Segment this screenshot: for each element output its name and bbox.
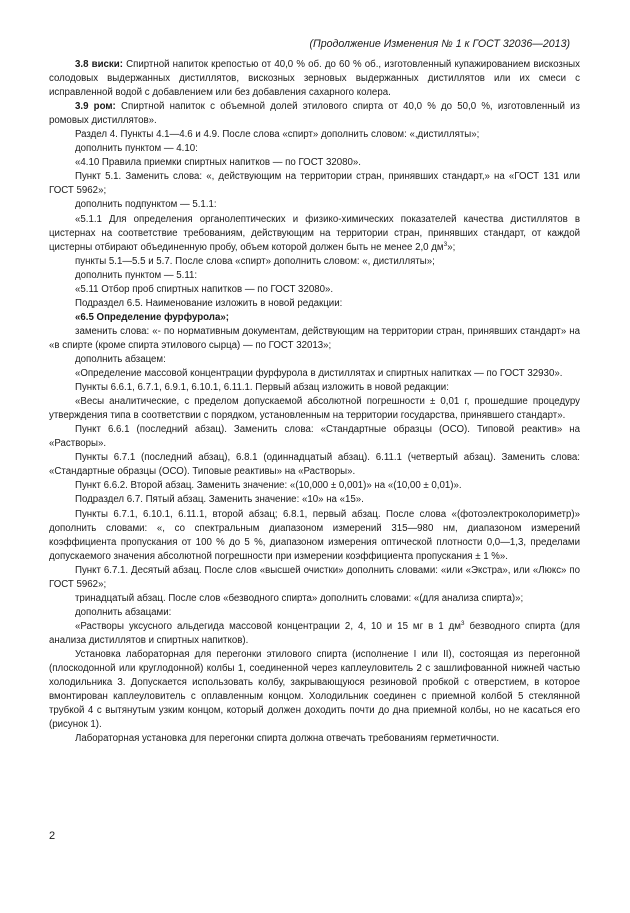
paragraph xyxy=(49,142,580,156)
paragraph-text: Пункты 6.7.1, 6.10.1, 6.11.1, второй абзац; 6.8.1, первый абзац. После слова «(фотоэлектроколориметр)» дополнить словами: «, со спектральным диапазоном измерений 315—980 нм, диапазоном измерений коэффициента пропускания от 100 % до 5 %, диапазоном измерения оптической плотности 0,0—1,3, пределами допускаемого значения абсолютной погрешности при измерении коэффициента пропускания ± 1 %». xyxy=(49,508,580,562)
superscript: 3 xyxy=(443,240,448,248)
paragraph-text: Установка лабораторная для перегонки этилового спирта (исполнение I или II), состоящая из перегонной (плоскодонной или круглодонной) колбы 1, соединенной через каплеуловитель 2 с зашлифованной нижней частью холодильника 3. Допускается использовать колбу, закрывающуюся резиновой пробкой с отверстием, в которое вмонтирован каплеуловитель с оплавленным концом. Холодильник соединен с приемной колбой 5 стеклянной трубкой 4 с вытянутым узким концом, который должен доходить почти до дна приемной колбы, но не касаться его (рисунок 1). xyxy=(49,648,580,731)
paragraph-text: «5.1.1 Для определения органолептических и физико-химических показателей качества дистиллятов в цистернах на соответствие требованиям, действующим на территории стран, принявших стандарт, от каждой цистерны отбирают объединенную пробу, объем которой должен быть не менее 2,0 дм xyxy=(49,213,580,253)
paragraph xyxy=(49,311,580,325)
paragraph xyxy=(49,620,580,648)
paragraph xyxy=(49,297,580,311)
paragraph xyxy=(49,395,580,423)
paragraph-text: дополнить абзацем: xyxy=(75,353,166,365)
paragraph xyxy=(49,283,580,297)
paragraph-text: Пункт 6.7.1. Десятый абзац. После слов «высшей очистки» дополнить словами: «или «Экстра», или «Люкс» по ГОСТ 5962»; xyxy=(49,564,580,590)
paragraph-text: заменить слова: «- по нормативным документам, действующим на территории стран, принявших стандарт» на «в спирте (кроме спирта этилового сырца) — по ГОСТ 32013»; xyxy=(49,325,580,351)
paragraph-text: Пункт 6.6.1 (последний абзац). Заменить слова: «Стандартные образцы (ОСО). Типовой реактив» на «Растворы». xyxy=(49,424,580,450)
paragraph-text: дополнить пунктом — 5.11: xyxy=(75,269,198,281)
paragraph-text: Лабораторная установка для перегонки спирта должна отвечать требованиям герметичности. xyxy=(75,733,500,745)
paragraph-text: Пункт 5.1. Заменить слова: «, действующим на территории стран, принявших стандарт,» на «ГОСТ 131 или ГОСТ 5962»; xyxy=(49,171,580,197)
paragraph xyxy=(49,353,580,367)
paragraph xyxy=(49,564,580,592)
paragraph-text: «Определение массовой концентрации фурфурола в дистиллятах и спиртных напитках — по ГОСТ 32930». xyxy=(75,368,563,380)
paragraph xyxy=(49,255,580,269)
paragraph-tail: безводного спирта (для анализа дистиллятов и спиртных напитков). xyxy=(49,620,580,646)
paragraph xyxy=(49,269,580,283)
document-body xyxy=(49,58,580,746)
paragraph-text: Подраздел 6.5. Наименование изложить в новой редакции: xyxy=(75,297,343,309)
paragraph-text: Спиртной напиток с объемной долей этилового спирта от 40,0 % до 50,0 %, изготовленный из ромовых дистиллятов». xyxy=(49,101,580,127)
superscript: 3 xyxy=(460,619,465,627)
paragraph xyxy=(49,451,580,479)
paragraph xyxy=(49,325,580,353)
paragraph-text: пункты 5.1—5.5 и 5.7. После слова «спирт» дополнить словом: «, дистилляты»; xyxy=(75,255,435,267)
paragraph-text: Подраздел 6.7. Пятый абзац. Заменить значение: «10» на «15». xyxy=(75,494,364,506)
paragraph-tail: »; xyxy=(447,241,456,253)
paragraph-text: «4.10 Правила приемки спиртных напитков — по ГОСТ 32080». xyxy=(75,157,362,169)
paragraph-text: Пункт 6.6.2. Второй абзац. Заменить значение: «(10,000 ± 0,001)» на «(10,00 ± 0,01)». xyxy=(75,480,462,492)
term: 3.8 виски: xyxy=(75,59,123,70)
paragraph xyxy=(49,493,580,507)
term: «6.5 Определение фурфурола»; xyxy=(75,311,229,323)
paragraph xyxy=(49,198,580,212)
paragraph-text: Раздел 4. Пункты 4.1—4.6 и 4.9. После слова «спирт» дополнить словом: «,дистилляты»; xyxy=(75,129,480,141)
page-number: 2 xyxy=(49,830,56,842)
paragraph xyxy=(49,381,580,395)
paragraph xyxy=(49,213,580,255)
paragraph xyxy=(49,100,580,128)
paragraph xyxy=(49,508,580,564)
paragraph-text: тринадцатый абзац. После слов «безводного спирта» дополнить словами: «(для анализа спирта)»; xyxy=(75,592,524,604)
paragraph-text: дополнить подпунктом — 5.1.1: xyxy=(75,199,217,211)
paragraph xyxy=(49,592,580,606)
paragraph xyxy=(49,170,580,198)
paragraph xyxy=(49,732,580,746)
paragraph xyxy=(49,606,580,620)
running-header: (Продолжение Изменения № 1 к ГОСТ 32036—2013) xyxy=(309,38,570,50)
paragraph-text: «Весы аналитические, с пределом допускаемой абсолютной погрешности ± 0,01 г, прошедшие процедуру утверждения типа в соответствии с порядком, установленным на территории государства, принявшего стандарт». xyxy=(49,396,580,422)
paragraph-text: «Растворы уксусного альдегида массовой концентрации 2, 4, 10 и 15 мг в 1 дм xyxy=(75,620,461,632)
paragraph xyxy=(49,128,580,142)
paragraph xyxy=(49,423,580,451)
paragraph xyxy=(49,156,580,170)
paragraph-text: Спиртной напиток крепостью от 40,0 % об. до 60 % об., изготовленный купажированием вискозных солодовых выдержанных дистиллятов, вискозных зерновых выдержанных дистиллятов или их смеси с исправленной водой с добавлением или без добавления сахарного колера. xyxy=(49,59,580,99)
paragraph-text: дополнить пунктом — 4.10: xyxy=(75,143,198,155)
paragraph-text: «5.11 Отбор проб спиртных напитков — по ГОСТ 32080». xyxy=(75,283,334,295)
paragraph-text: Пункты 6.7.1 (последний абзац), 6.8.1 (одиннадцатый абзац). 6.11.1 (четвертый абзац). Заменить слова: «Стандартные образцы (ОСО). Типовые реактивы» на «Растворы». xyxy=(49,452,580,478)
paragraph xyxy=(49,367,580,381)
paragraph xyxy=(49,648,580,732)
term: 3.9 ром: xyxy=(75,101,116,113)
paragraph xyxy=(49,479,580,493)
paragraph xyxy=(49,58,580,100)
paragraph-text: дополнить абзацами: xyxy=(75,606,172,618)
paragraph-text: Пункты 6.6.1, 6.7.1, 6.9.1, 6.10.1, 6.11.1. Первый абзац изложить в новой редакции: xyxy=(75,382,449,394)
